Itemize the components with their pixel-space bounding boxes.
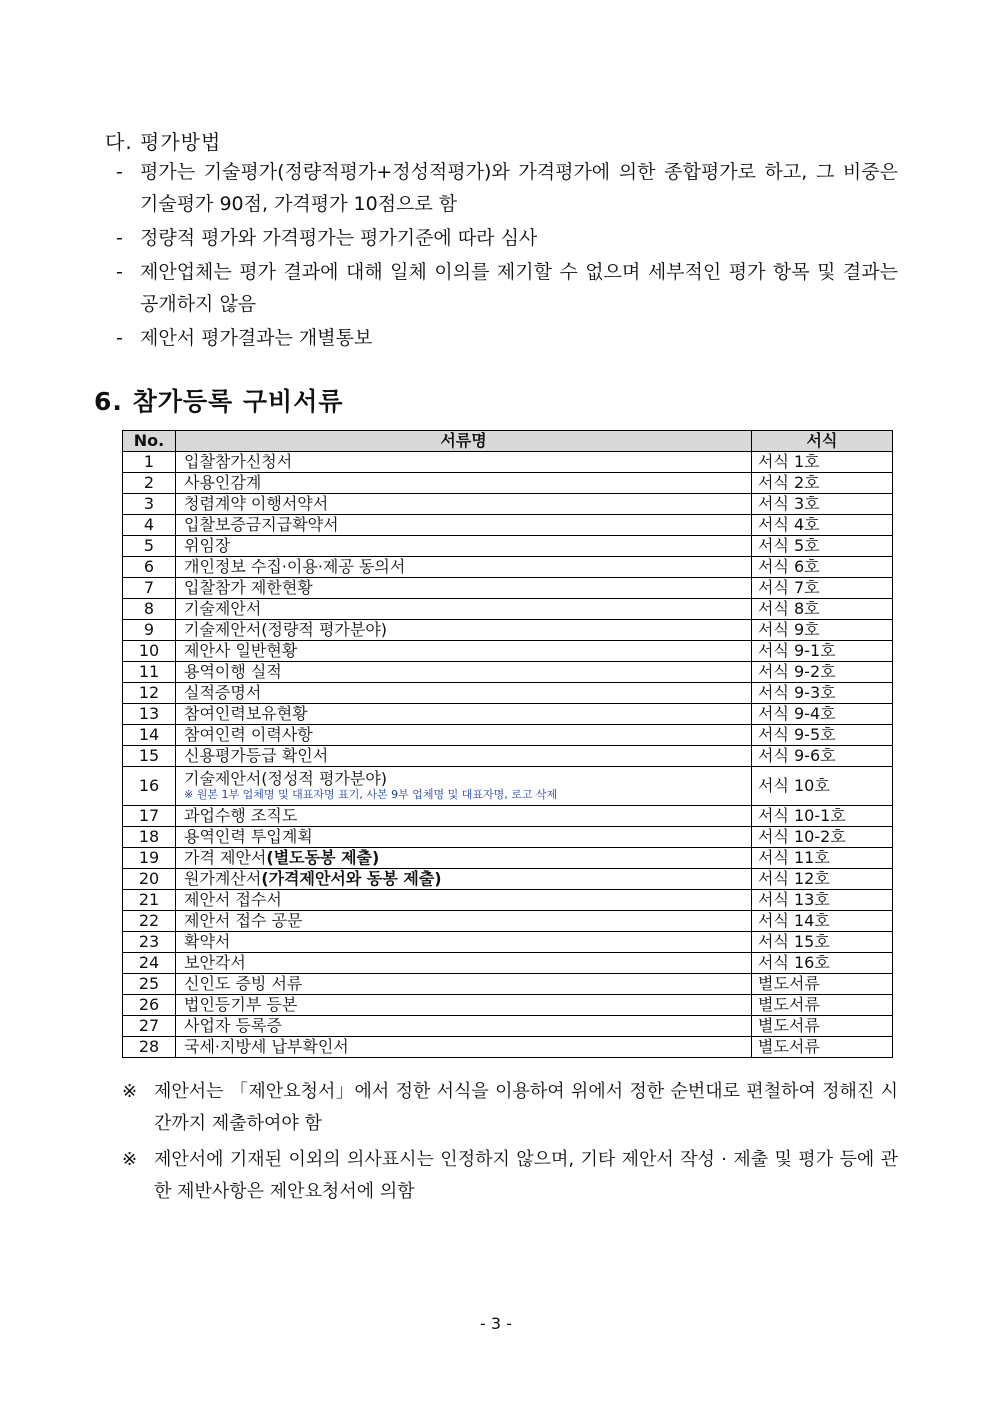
header-document-name: 서류명 bbox=[176, 431, 752, 452]
row-no: 19 bbox=[123, 848, 176, 869]
row-document-name: 기술제안서(정량적 평가분야) bbox=[176, 620, 752, 641]
row-form: 서식 1호 bbox=[752, 452, 893, 473]
row-form: 서식 11호 bbox=[752, 848, 893, 869]
table-row bbox=[123, 452, 893, 473]
table-row bbox=[123, 704, 893, 725]
row-no: 20 bbox=[123, 869, 176, 890]
row-form: 서식 12호 bbox=[752, 869, 893, 890]
dash-marker: - bbox=[116, 261, 123, 283]
row-no: 10 bbox=[123, 641, 176, 662]
row-no: 7 bbox=[123, 578, 176, 599]
table-row bbox=[123, 599, 893, 620]
row-form: 별도서류 bbox=[752, 1016, 893, 1037]
row-document-name: 입찰참가신청서 bbox=[176, 452, 752, 473]
table-row bbox=[123, 767, 893, 806]
row-document-name: 신인도 증빙 서류 bbox=[176, 974, 752, 995]
row-form: 서식 16호 bbox=[752, 953, 893, 974]
row-document-name: 원가계산서 bbox=[184, 869, 262, 888]
table-header-row bbox=[123, 431, 893, 452]
notes-list bbox=[122, 1076, 898, 1212]
row-emphasis: (별도동봉 제출) bbox=[266, 848, 380, 867]
evaluation-bullet-list bbox=[116, 156, 898, 356]
row-no: 17 bbox=[123, 806, 176, 827]
row-form: 서식 9호 bbox=[752, 620, 893, 641]
table-row bbox=[123, 515, 893, 536]
row-no: 14 bbox=[123, 725, 176, 746]
row-document-name: 신용평가등급 확인서 bbox=[176, 746, 752, 767]
table-row bbox=[123, 662, 893, 683]
row-no: 9 bbox=[123, 620, 176, 641]
row-document-name: 제안서 접수 공문 bbox=[176, 911, 752, 932]
row-no: 25 bbox=[123, 974, 176, 995]
row-document-name: 국세·지방세 납부확인서 bbox=[176, 1037, 752, 1058]
row-form: 서식 9-6호 bbox=[752, 746, 893, 767]
evaluation-bullet bbox=[116, 222, 898, 254]
row-form: 서식 5호 bbox=[752, 536, 893, 557]
row-document-name: 사업자 등록증 bbox=[176, 1016, 752, 1037]
table-row bbox=[123, 473, 893, 494]
reference-mark: ※ bbox=[122, 1081, 138, 1102]
table-row bbox=[123, 578, 893, 599]
row-document-name: 기술제안서 bbox=[176, 599, 752, 620]
table-row bbox=[123, 557, 893, 578]
row-document-name: 사용인감계 bbox=[176, 473, 752, 494]
row-form: 서식 10-2호 bbox=[752, 827, 893, 848]
row-form: 별도서류 bbox=[752, 974, 893, 995]
row-no: 3 bbox=[123, 494, 176, 515]
row-form: 서식 9-1호 bbox=[752, 641, 893, 662]
row-document-name: 제안서 접수서 bbox=[176, 890, 752, 911]
evaluation-method-heading: 다. 평가방법 bbox=[105, 130, 222, 154]
row-document-name-cell bbox=[176, 848, 752, 869]
row-form: 서식 9-4호 bbox=[752, 704, 893, 725]
reference-mark: ※ bbox=[122, 1149, 138, 1170]
table-row bbox=[123, 1037, 893, 1058]
row-no: 23 bbox=[123, 932, 176, 953]
table-row bbox=[123, 911, 893, 932]
table-row bbox=[123, 890, 893, 911]
table-row bbox=[123, 536, 893, 557]
row-form: 서식 9-2호 bbox=[752, 662, 893, 683]
row-document-name: 참여인력보유현황 bbox=[176, 704, 752, 725]
table-row bbox=[123, 848, 893, 869]
row-form: 서식 2호 bbox=[752, 473, 893, 494]
row-document-name: 용역인력 투입계획 bbox=[176, 827, 752, 848]
dash-marker: - bbox=[116, 327, 123, 349]
row-no: 22 bbox=[123, 911, 176, 932]
row-no: 18 bbox=[123, 827, 176, 848]
note-text: 제안서는 「제안요청서」에서 정한 서식을 이용하여 위에서 정한 순번대로 편철하여 정해진 시간까지 제출하여야 함 bbox=[154, 1081, 898, 1134]
row-document-name: 가격 제안서 bbox=[184, 848, 267, 867]
evaluation-bullet bbox=[116, 256, 898, 320]
row-no: 21 bbox=[123, 890, 176, 911]
row-no: 2 bbox=[123, 473, 176, 494]
table-row bbox=[123, 746, 893, 767]
row-no: 13 bbox=[123, 704, 176, 725]
row-form: 서식 13호 bbox=[752, 890, 893, 911]
row-form: 별도서류 bbox=[752, 1037, 893, 1058]
header-form: 서식 bbox=[752, 431, 893, 452]
table-row bbox=[123, 641, 893, 662]
row-no: 24 bbox=[123, 953, 176, 974]
bullet-text: 정량적 평가와 가격평가는 평가기준에 따라 심사 bbox=[140, 227, 538, 249]
row-no: 5 bbox=[123, 536, 176, 557]
row-no: 28 bbox=[123, 1037, 176, 1058]
row-form: 서식 15호 bbox=[752, 932, 893, 953]
row-document-name: 법인등기부 등본 bbox=[176, 995, 752, 1016]
evaluation-bullet bbox=[116, 156, 898, 220]
table-row bbox=[123, 725, 893, 746]
row-form: 별도서류 bbox=[752, 995, 893, 1016]
note-item bbox=[122, 1076, 898, 1140]
table-row bbox=[123, 869, 893, 890]
row-form: 서식 10호 bbox=[752, 767, 893, 806]
row-document-name: 기술제안서(정성적 평가분야) bbox=[184, 769, 388, 788]
table-row bbox=[123, 953, 893, 974]
row-document-name-cell bbox=[176, 869, 752, 890]
required-documents-table bbox=[122, 430, 893, 1058]
row-document-name: 입찰참가 제한현황 bbox=[176, 578, 752, 599]
header-no: No. bbox=[123, 431, 176, 452]
table-row bbox=[123, 974, 893, 995]
row-form: 서식 6호 bbox=[752, 557, 893, 578]
row-no: 11 bbox=[123, 662, 176, 683]
note-item bbox=[122, 1144, 898, 1208]
row-document-name: 청렴계약 이행서약서 bbox=[176, 494, 752, 515]
row-no: 8 bbox=[123, 599, 176, 620]
page-number: - 3 - bbox=[480, 1314, 512, 1333]
row-form: 서식 10-1호 bbox=[752, 806, 893, 827]
table-row bbox=[123, 932, 893, 953]
row-form: 서식 3호 bbox=[752, 494, 893, 515]
row-form: 서식 14호 bbox=[752, 911, 893, 932]
table-row bbox=[123, 683, 893, 704]
row-no: 16 bbox=[123, 767, 176, 806]
note-text: 제안서에 기재된 이외의 의사표시는 인정하지 않으며, 기타 제안서 작성 · 제출 및 평가 등에 관한 제반사항은 제안요청서에 의함 bbox=[154, 1149, 898, 1202]
row-no: 6 bbox=[123, 557, 176, 578]
row-document-name: 입찰보증금지급확약서 bbox=[176, 515, 752, 536]
row-form: 서식 9-5호 bbox=[752, 725, 893, 746]
row-document-name: 용역이행 실적 bbox=[176, 662, 752, 683]
bullet-text: 제안업체는 평가 결과에 대해 일체 이의를 제기할 수 없으며 세부적인 평가 항목 및 결과는 공개하지 않음 bbox=[140, 261, 898, 315]
row-document-name: 보안각서 bbox=[176, 953, 752, 974]
row-document-name: 참여인력 이력사항 bbox=[176, 725, 752, 746]
row-document-name: 개인정보 수집·이용·제공 동의서 bbox=[176, 557, 752, 578]
row-no: 26 bbox=[123, 995, 176, 1016]
row-no: 15 bbox=[123, 746, 176, 767]
row-document-name: 실적증명서 bbox=[176, 683, 752, 704]
row-note: ※ 원본 1부 업체명 및 대표자명 표기, 사본 9부 업체명 및 대표자명, 로고 삭제 bbox=[184, 788, 558, 801]
row-no: 27 bbox=[123, 1016, 176, 1037]
table-row bbox=[123, 806, 893, 827]
row-no: 4 bbox=[123, 515, 176, 536]
row-emphasis: (가격제안서와 동봉 제출) bbox=[261, 869, 442, 888]
table-row bbox=[123, 494, 893, 515]
table-row bbox=[123, 827, 893, 848]
bullet-text: 평가는 기술평가(정량적평가+정성적평가)와 가격평가에 의한 종합평가로 하고, 그 비중은 기술평가 90점, 가격평가 10점으로 함 bbox=[140, 161, 898, 215]
row-document-name: 확약서 bbox=[176, 932, 752, 953]
dash-marker: - bbox=[116, 161, 123, 183]
row-no: 12 bbox=[123, 683, 176, 704]
table-row bbox=[123, 995, 893, 1016]
bullet-text: 제안서 평가결과는 개별통보 bbox=[140, 327, 373, 349]
table-row bbox=[123, 1016, 893, 1037]
row-form: 서식 7호 bbox=[752, 578, 893, 599]
row-document-name: 위임장 bbox=[176, 536, 752, 557]
row-form: 서식 9-3호 bbox=[752, 683, 893, 704]
row-form: 서식 8호 bbox=[752, 599, 893, 620]
table-row bbox=[123, 620, 893, 641]
row-document-name-cell bbox=[176, 767, 752, 806]
dash-marker: - bbox=[116, 227, 123, 249]
row-document-name: 제안사 일반현황 bbox=[176, 641, 752, 662]
evaluation-bullet bbox=[116, 322, 898, 354]
row-form: 서식 4호 bbox=[752, 515, 893, 536]
row-document-name: 과업수행 조직도 bbox=[176, 806, 752, 827]
section-title: 6. 참가등록 구비서류 bbox=[94, 387, 344, 416]
row-no: 1 bbox=[123, 452, 176, 473]
